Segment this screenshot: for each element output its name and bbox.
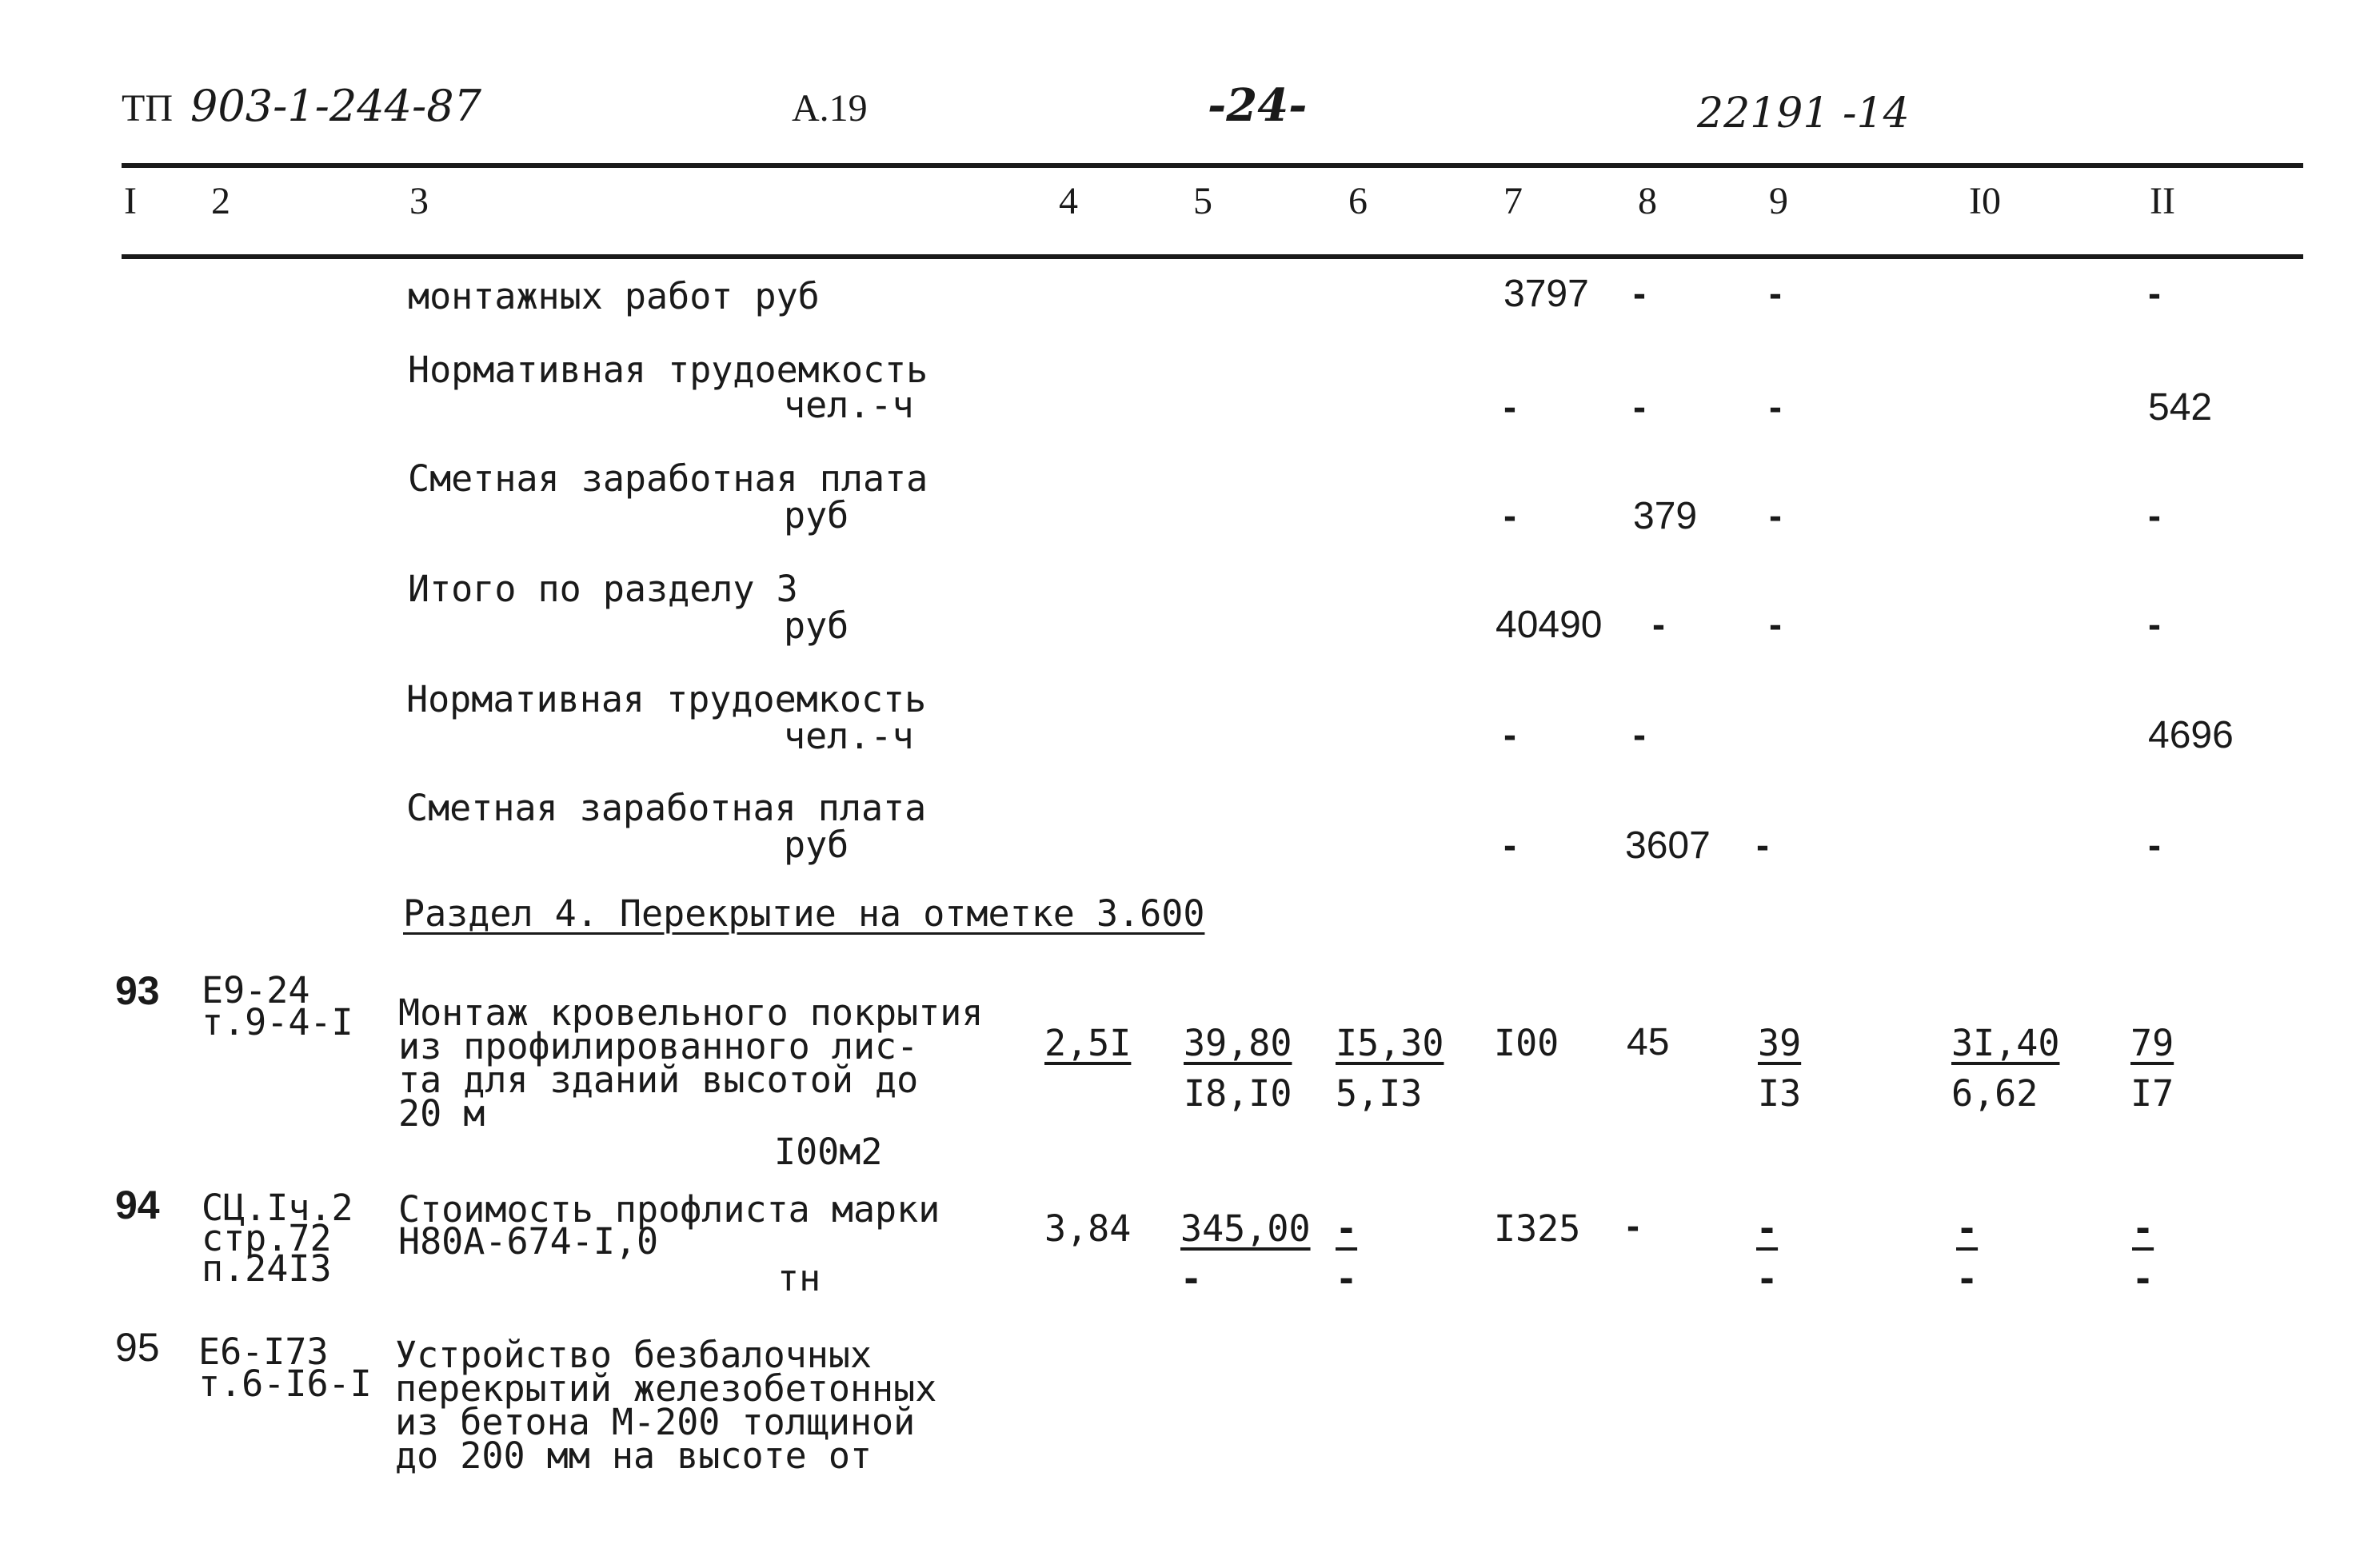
item-c10-top: 3I,40 bbox=[1951, 1022, 2060, 1064]
item-description: Н80А-674-I,0 bbox=[398, 1220, 659, 1263]
sheet-code: 22191 -14 bbox=[1697, 90, 1910, 138]
item-c5-bottom: I8,I0 bbox=[1184, 1072, 1292, 1115]
item-c11-bottom: - bbox=[2132, 1258, 2154, 1300]
item-number: 93 bbox=[115, 968, 160, 1013]
col-header-7: 7 bbox=[1503, 180, 1523, 222]
item-c5-bottom: - bbox=[1180, 1258, 1203, 1300]
item-c6 bbox=[1336, 1022, 1444, 1115]
col-header-11: II bbox=[2150, 180, 2175, 222]
col-header-3: 3 bbox=[409, 180, 429, 222]
item-code: п.24I3 bbox=[202, 1247, 332, 1290]
item-c5 bbox=[1184, 1022, 1292, 1115]
col-header-10: I0 bbox=[1969, 180, 2001, 222]
item-number: 95 bbox=[115, 1325, 160, 1370]
col-header-9: 9 bbox=[1769, 180, 1788, 222]
item-c10-bottom: - bbox=[1956, 1258, 1979, 1300]
item-code: Е9-24 bbox=[202, 969, 310, 1011]
item-c7: I325 bbox=[1494, 1207, 1581, 1250]
item-c10-top: - bbox=[1956, 1207, 1979, 1250]
col-header-8: 8 bbox=[1638, 180, 1657, 222]
item-c6-top: I5,30 bbox=[1336, 1022, 1444, 1064]
summary-row-c9: - bbox=[1756, 824, 1769, 867]
item-c11 bbox=[2132, 1207, 2195, 1300]
summary-row-label: Нормативная трудоемкость bbox=[408, 349, 928, 391]
summary-row-c9: - bbox=[1769, 273, 1782, 315]
item-unit: тн bbox=[777, 1257, 821, 1299]
header-top-rule bbox=[122, 163, 2303, 168]
item-c5 bbox=[1180, 1207, 1311, 1300]
summary-row-c8: 379 bbox=[1633, 495, 1698, 537]
item-description: перекрытий железобетонных bbox=[395, 1367, 937, 1410]
col-header-1: I bbox=[124, 180, 137, 222]
item-description: 20 м bbox=[398, 1092, 485, 1135]
item-c6-bottom: - bbox=[1336, 1258, 1358, 1300]
summary-row-c8: 3607 bbox=[1625, 824, 1711, 867]
item-c5-top: 345,00 bbox=[1180, 1207, 1311, 1250]
summary-row-c11: - bbox=[2148, 273, 2161, 315]
col-header-2: 2 bbox=[211, 180, 230, 222]
summary-row-c8: - bbox=[1633, 386, 1646, 429]
summary-row-c11: - bbox=[2148, 824, 2161, 867]
item-description: Стоимость профлиста марки bbox=[398, 1188, 940, 1231]
document-code: 903-1-244-87 bbox=[190, 81, 481, 131]
col-header-4: 4 bbox=[1059, 180, 1078, 222]
item-c11-top: - bbox=[2132, 1207, 2154, 1250]
summary-row-label: Итого по разделу 3 bbox=[408, 568, 798, 610]
summary-row-c7: 40490 bbox=[1495, 604, 1603, 646]
item-c10-bottom: 6,62 bbox=[1951, 1072, 2039, 1115]
item-c7: I00 bbox=[1494, 1022, 1559, 1064]
tp-prefix: ТП bbox=[122, 87, 173, 130]
item-number: 94 bbox=[115, 1183, 160, 1227]
summary-row-unit: руб bbox=[784, 824, 849, 866]
summary-row-c7: - bbox=[1503, 824, 1516, 867]
item-description: та для зданий высотой до bbox=[398, 1059, 919, 1101]
summary-row-label: Сметная заработная плата bbox=[408, 457, 928, 500]
item-description: Устройство безбалочных bbox=[395, 1334, 873, 1376]
summary-row-c11: - bbox=[2148, 495, 2161, 537]
summary-row-c11: 4696 bbox=[2148, 714, 2234, 756]
summary-row-c11: 542 bbox=[2148, 386, 2213, 429]
header-bottom-rule bbox=[122, 254, 2303, 259]
col-header-5: 5 bbox=[1193, 180, 1212, 222]
summary-row-c7: - bbox=[1503, 714, 1516, 756]
summary-row-c8: - bbox=[1652, 604, 1665, 646]
item-c11-top: 79 bbox=[2130, 1022, 2174, 1064]
item-code: Е6-I73 bbox=[198, 1331, 329, 1373]
item-c8: - bbox=[1627, 1205, 1639, 1247]
summary-row-unit: чел.-ч bbox=[784, 715, 914, 757]
item-c9 bbox=[1758, 1022, 1833, 1115]
item-c9-top: - bbox=[1756, 1207, 1779, 1250]
item-c9-bottom: I3 bbox=[1758, 1072, 1802, 1115]
item-c8: 45 bbox=[1627, 1021, 1670, 1063]
item-c10 bbox=[1951, 1022, 2060, 1115]
item-c6 bbox=[1336, 1207, 1421, 1300]
album-number: А.19 bbox=[792, 87, 868, 130]
summary-row-unit: руб bbox=[784, 494, 849, 537]
item-c11-bottom: I7 bbox=[2130, 1072, 2174, 1115]
summary-row-c9: - bbox=[1769, 495, 1782, 537]
item-c6-top: - bbox=[1336, 1207, 1358, 1250]
item-code: СЦ.Iч.2 bbox=[202, 1187, 353, 1229]
item-description: из профилированного лис- bbox=[398, 1025, 919, 1067]
item-c4: 2,5I bbox=[1044, 1022, 1132, 1064]
summary-row-c7: - bbox=[1503, 495, 1516, 537]
section-title: Раздел 4. Перекрытие на отметке 3.600 bbox=[403, 892, 1205, 935]
summary-row-c8: - bbox=[1633, 273, 1646, 315]
item-description: из бетона М-200 толщиной bbox=[395, 1401, 916, 1443]
page-number: -24- bbox=[1208, 79, 1308, 132]
item-code: т.6-I6-I bbox=[198, 1363, 372, 1405]
item-c9-top: 39 bbox=[1758, 1022, 1802, 1064]
summary-row-c7: - bbox=[1503, 386, 1516, 429]
item-c5-top: 39,80 bbox=[1184, 1022, 1292, 1064]
summary-row-label: монтажных работ руб bbox=[408, 275, 820, 317]
summary-row-c7: 3797 bbox=[1503, 273, 1589, 315]
item-c10 bbox=[1956, 1207, 2019, 1300]
summary-row-label: Нормативная трудоемкость bbox=[406, 678, 927, 720]
summary-row-unit: чел.-ч bbox=[784, 384, 914, 426]
summary-row-c9: - bbox=[1769, 604, 1782, 646]
item-c6-bottom: 5,I3 bbox=[1336, 1072, 1423, 1115]
item-code: стр.72 bbox=[202, 1217, 332, 1259]
item-c9 bbox=[1756, 1207, 1819, 1300]
item-description: Монтаж кровельного покрытия bbox=[398, 991, 984, 1034]
item-c11 bbox=[2130, 1022, 2206, 1115]
item-c9-bottom: - bbox=[1756, 1258, 1779, 1300]
item-description: до 200 мм на высоте от bbox=[395, 1434, 873, 1477]
summary-row-c11: - bbox=[2148, 604, 2161, 646]
item-c4: 3,84 bbox=[1044, 1207, 1132, 1250]
item-code: т.9-4-I bbox=[202, 1001, 353, 1043]
item-unit: I00м2 bbox=[774, 1131, 883, 1173]
summary-row-c8: - bbox=[1633, 714, 1646, 756]
col-header-6: 6 bbox=[1348, 180, 1368, 222]
summary-row-unit: руб bbox=[784, 604, 849, 647]
summary-row-c9: - bbox=[1769, 386, 1782, 429]
summary-row-label: Сметная заработная плата bbox=[406, 787, 927, 829]
